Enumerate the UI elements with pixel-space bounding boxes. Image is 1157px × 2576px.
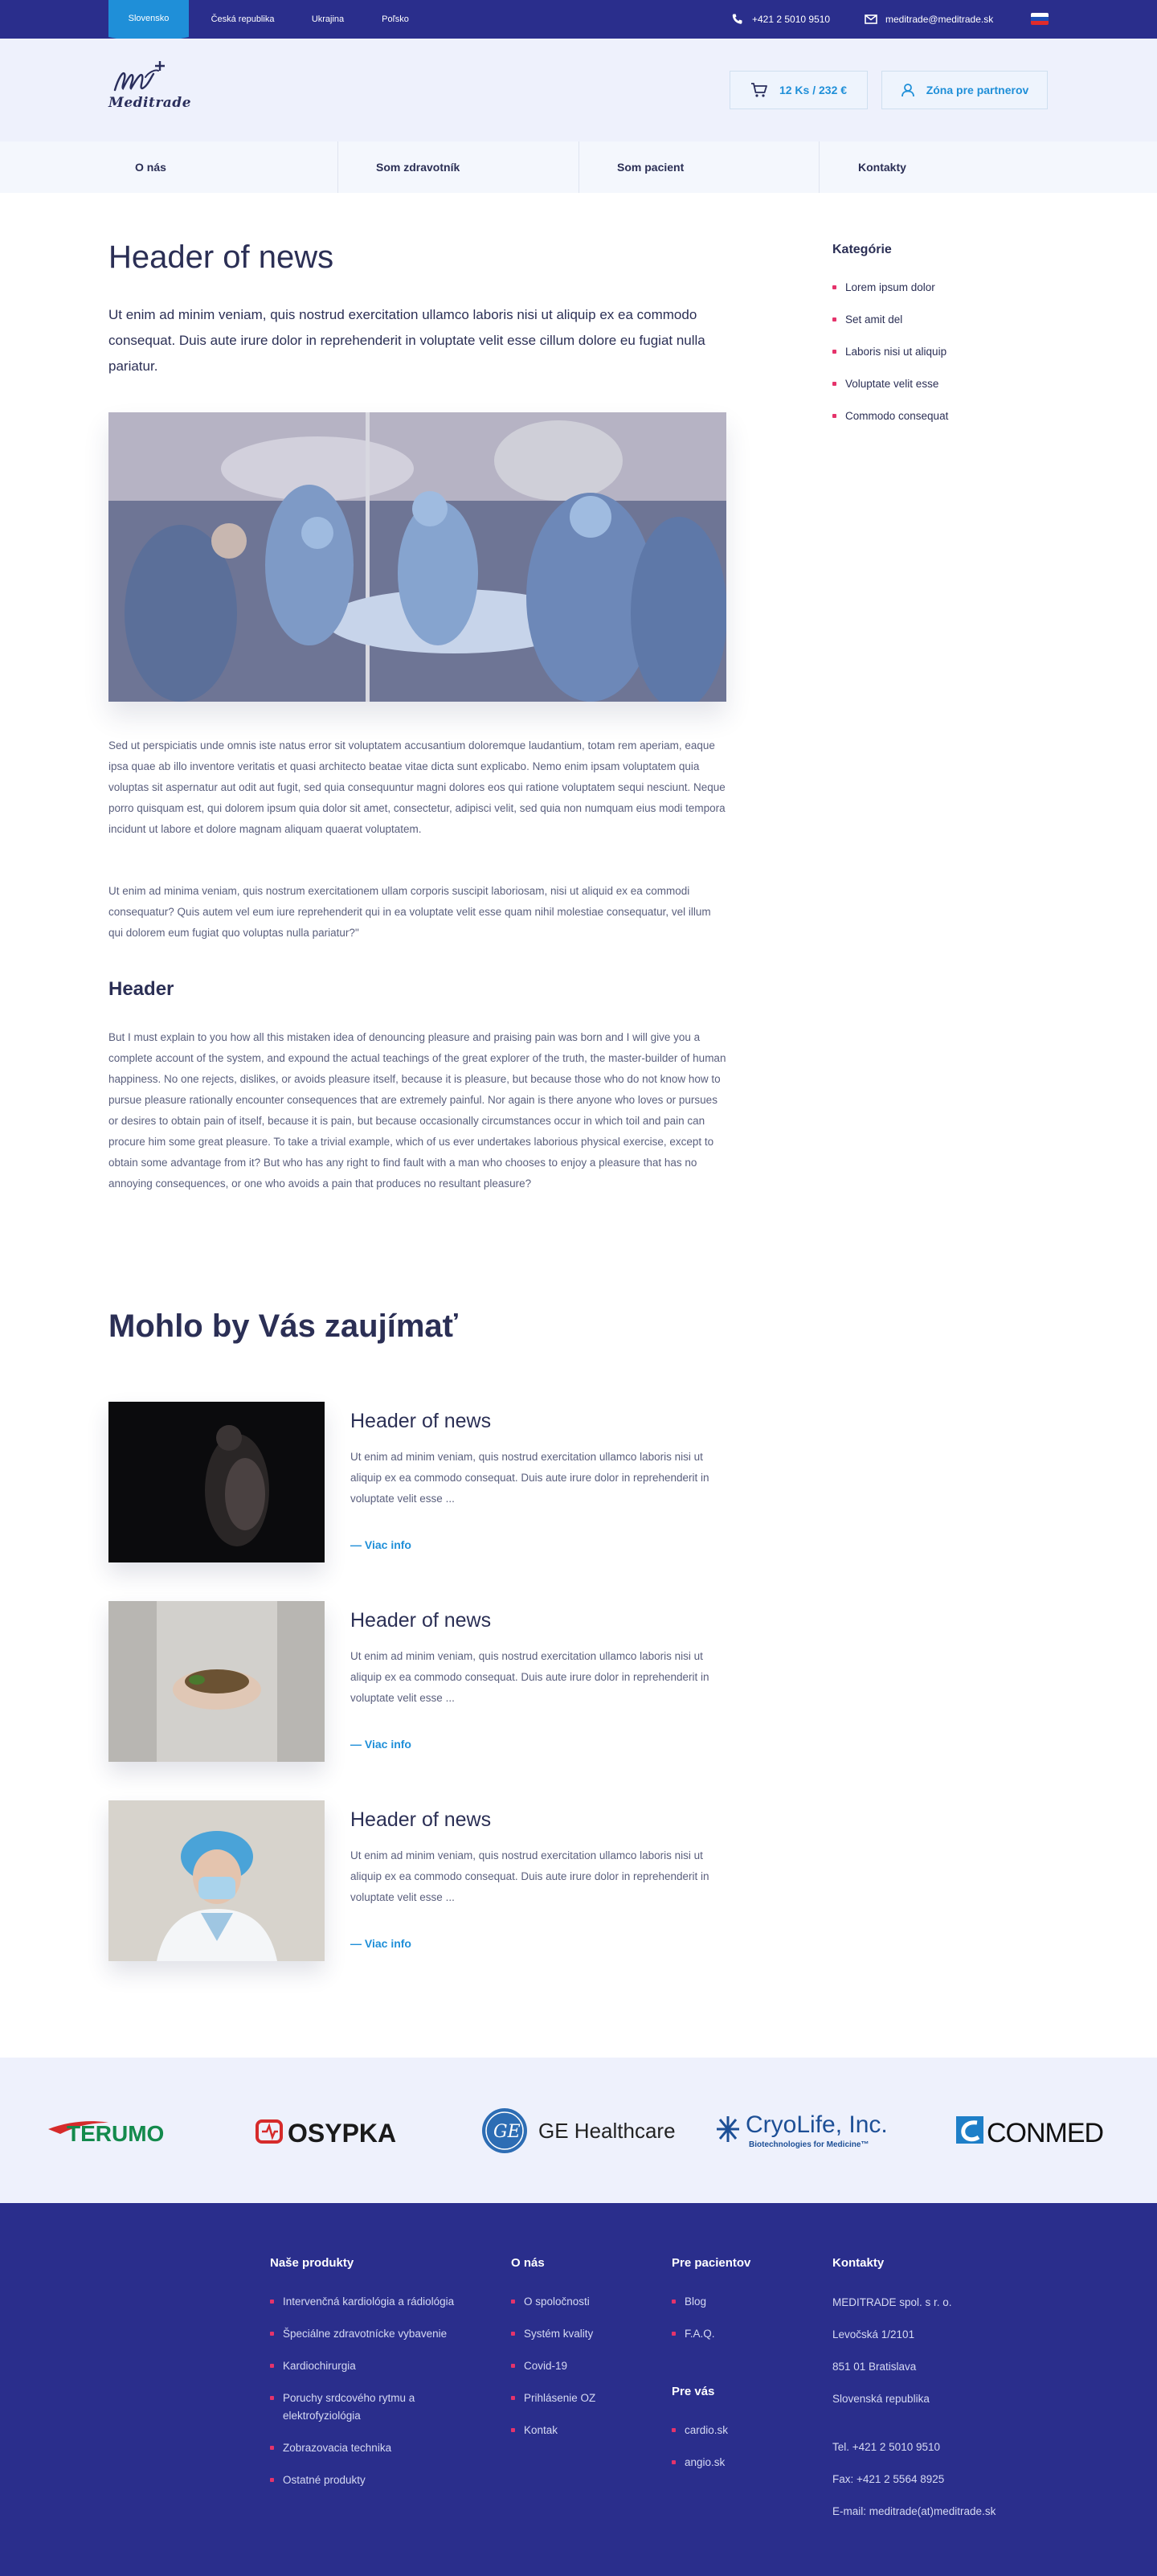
footer-contacts-title: Kontakty [832, 2256, 885, 2270]
conmed-text: CONMED [987, 2117, 1104, 2148]
bullet-icon [270, 2332, 274, 2336]
sidebar-item[interactable] [832, 346, 946, 358]
footer-link-label: angio.sk [685, 2456, 726, 2468]
lang-tab-cesko[interactable]: Česká republika [211, 14, 275, 24]
related-card-text: Ut enim ad minim veniam, quis nostrud exercitation ullamco laboris nisi ut aliquip ex ea commodo consequat. Duis aute irure dolor in reprehenderit in voluptate velit esse ... [350, 1849, 709, 1903]
main-nav [0, 141, 1157, 193]
lang-tab-polsko[interactable]: Poľsko [382, 14, 409, 24]
footer-link[interactable] [672, 2293, 706, 2311]
footer-link-label: Kardiochirurgia [283, 2360, 356, 2372]
bullet-icon [832, 317, 836, 321]
footer-link-label: Kontak [524, 2424, 558, 2436]
sidebar-item-label: Set amit del [845, 313, 903, 326]
footer-link-label: cardio.sk [685, 2424, 729, 2436]
footer-link-label: Covid-19 [524, 2360, 568, 2372]
cryolife-tagline: Biotechnologies for Medicine™ [749, 2140, 869, 2149]
user-icon [901, 83, 915, 97]
sidebar-item[interactable] [832, 378, 938, 390]
osypka-text: OSYPKA [288, 2118, 397, 2147]
top-phone[interactable] [731, 0, 830, 39]
logo-mark-icon [108, 59, 197, 95]
top-phone-text: +421 2 5010 9510 [752, 14, 831, 25]
related-card-image[interactable] [108, 1601, 325, 1762]
bullet-icon [672, 2300, 676, 2304]
bullet-icon [511, 2396, 515, 2400]
related-card-title[interactable]: Header of news [350, 1808, 492, 1831]
footer-link[interactable] [672, 2454, 725, 2472]
footer-email[interactable]: E-mail: meditrade(at)meditrade.sk [832, 2505, 996, 2517]
cryolife-text: CryoLife, Inc. [746, 2111, 888, 2138]
footer-link-label: Ostatné produkty [283, 2474, 366, 2486]
footer-link[interactable] [270, 2390, 455, 2425]
footer-link-label: O spoločnosti [524, 2295, 590, 2308]
partner-logo-terumo[interactable] [44, 2058, 205, 2203]
footer-link-label: Poruchy srdcového rytmu a elektrofyziológia [283, 2392, 415, 2422]
lang-tab-ukrajina[interactable]: Ukrajina [311, 14, 345, 24]
mail-icon [865, 14, 877, 24]
article-lead: Ut enim ad minim veniam, quis nostrud exercitation ullamco laboris nisi ut aliquip ex ea commodo consequat. Duis aute irure dolor in reprehenderit in voluptate velit esse cillum dolore eu fugiat nulla pariatur. [108, 307, 705, 374]
related-card-image[interactable] [108, 1402, 325, 1562]
nav-divider [819, 141, 820, 193]
bullet-icon [511, 2332, 515, 2336]
related-card-link[interactable]: — Viac info [350, 1937, 411, 1950]
footer-city: 851 01 Bratislava [832, 2361, 917, 2373]
sidebar-item-label: Laboris nisi ut aliquip [845, 346, 947, 358]
svg-text:GE: GE [493, 2121, 521, 2142]
bullet-icon [511, 2364, 515, 2368]
sidebar-item-label: Voluptate velit esse [845, 378, 939, 390]
partner-zone-button[interactable] [881, 71, 1048, 109]
bullet-icon [511, 2428, 515, 2432]
sidebar-title: Kategórie [832, 243, 892, 256]
partner-logo-cryolife[interactable] [713, 2058, 890, 2203]
footer-street: Levočská 1/2101 [832, 2328, 915, 2341]
sidebar-item[interactable] [832, 410, 948, 422]
footer-link-label: F.A.Q. [685, 2328, 715, 2340]
article-paragraph-2: Ut enim ad minima veniam, quis nostrum exercitationem ullam corporis suscipit laboriosam, nisi ut aliquid ex ea commodi consequatur? Quis autem vel eum iure reprehenderit qui in ea voluptate velit esse quam nihil molestiae consequatur, vel illum qui dolorem eum fugiat quo voluptas nulla pariatur?" [108, 885, 711, 939]
meditrade-logo[interactable] [108, 59, 213, 116]
footer-link-label: Intervenčná kardiológia a rádiológia [283, 2295, 455, 2308]
footer-link-label: Prihlásenie OZ [524, 2392, 596, 2404]
cart-icon [750, 82, 768, 98]
lang-tab-slovensko[interactable]: Slovensko [108, 0, 189, 37]
footer-country: Slovenská republika [832, 2393, 930, 2405]
footer-link-label: Zobrazovacia technika [283, 2442, 392, 2454]
bullet-icon [832, 382, 836, 386]
footer-link[interactable] [270, 2472, 495, 2489]
terumo-text: TERUMO [67, 2120, 165, 2146]
bullet-icon [672, 2332, 676, 2336]
nav-item-som-zdravotnik[interactable]: Som zdravotník [376, 161, 460, 174]
footer-link[interactable] [270, 2439, 495, 2457]
ge-healthcare-text: GE Healthcare [538, 2118, 676, 2143]
bullet-icon [270, 2478, 274, 2482]
related-card-title[interactable]: Header of news [350, 1609, 492, 1632]
nav-item-kontakty[interactable]: Kontakty [858, 161, 906, 174]
footer-products-title: Naše produkty [270, 2256, 354, 2270]
footer-link[interactable] [270, 2357, 495, 2375]
bullet-icon [270, 2446, 274, 2450]
sidebar-item-label: Commodo consequat [845, 410, 949, 422]
bullet-icon [270, 2396, 274, 2400]
related-card-link[interactable]: — Viac info [350, 1538, 411, 1551]
related-card-title[interactable]: Header of news [350, 1410, 492, 1432]
footer-link[interactable] [270, 2293, 495, 2311]
article-hero-image [108, 412, 726, 702]
article-title: Header of news [108, 240, 334, 275]
article-subheader: Header [108, 978, 174, 1000]
partner-logo-osypka[interactable] [256, 2058, 416, 2203]
related-card-text: Ut enim ad minim veniam, quis nostrud exercitation ullamco laboris nisi ut aliquip ex ea commodo consequat. Duis aute irure dolor in reprehenderit in voluptate velit esse ... [350, 1650, 709, 1704]
footer-company-name: MEDITRADE spol. s r. o. [832, 2296, 952, 2308]
related-card-text: Ut enim ad minim veniam, quis nostrud exercitation ullamco laboris nisi ut aliquip ex ea commodo consequat. Duis aute irure dolor in reprehenderit in voluptate velit esse ... [350, 1451, 709, 1505]
nav-divider [337, 141, 338, 193]
top-email-text: meditrade@meditrade.sk [885, 14, 994, 25]
bullet-icon [511, 2300, 515, 2304]
cart-button[interactable] [730, 71, 868, 109]
related-card-image[interactable] [108, 1800, 325, 1961]
slovak-flag-icon[interactable] [1031, 13, 1049, 25]
footer-link[interactable] [672, 2422, 728, 2439]
bullet-icon [832, 285, 836, 289]
article-paragraph-3: But I must explain to you how all this mistaken idea of denouncing pleasure and praising pain was born and I will give you a complete account of the system, and expound the actual teachings of the great explorer of the truth, the master-builder of human happiness. No one rejects, dislikes, or avoids pleasure itself, because it is pleasure, but because those who do not know how to pursue pleasure rationally encounter consequences that are extremely painful. Nor again is there anyone who loves or pursues or desires to obtain pain of itself, because it is pain, but because occasionally circumstances occur in which toil and pain can procure him some great pleasure. To take a trivial example, which of us ever undertakes laborious physical exercise, except to obtain some advantage from it? But who has any right to find fault with a man who chooses to enjoy a pleasure that has no annoying consequences, or one who avoids a pain that produces no resultant pleasure? [108, 1031, 726, 1190]
footer-phone[interactable]: Tel. +421 2 5010 9510 [832, 2441, 940, 2453]
footer-patients-title: Pre pacientov [672, 2256, 751, 2270]
footer-link[interactable] [672, 2325, 715, 2343]
footer-link-label: Blog [685, 2295, 707, 2308]
cart-label: 12 Ks / 232 € [779, 84, 848, 96]
bullet-icon [672, 2428, 676, 2432]
sidebar-item-label: Lorem ipsum dolor [845, 281, 935, 293]
bullet-icon [832, 414, 836, 418]
top-email[interactable] [865, 0, 993, 39]
partner-logo-ge-healthcare[interactable] [480, 2058, 681, 2203]
partner-zone-label: Zóna pre partnerov [926, 84, 1029, 96]
nav-item-som-pacient[interactable]: Som pacient [617, 161, 685, 174]
footer-link-label: Špeciálne zdravotnícke vybavenie [283, 2328, 448, 2340]
partners-strip [0, 2058, 1157, 2203]
footer-link[interactable] [511, 2357, 567, 2375]
footer-for-you-title: Pre vás [672, 2385, 715, 2398]
logo-text: Meditrade [108, 95, 192, 111]
related-card-link[interactable]: — Viac info [350, 1738, 411, 1751]
footer-link[interactable] [511, 2293, 590, 2311]
footer-link-label: Systém kvality [524, 2328, 594, 2340]
footer-about-title: O nás [511, 2256, 545, 2270]
footer-link[interactable] [511, 2422, 558, 2439]
sidebar-item[interactable] [832, 281, 935, 293]
phone-icon [731, 13, 744, 26]
partner-logo-conmed[interactable] [955, 2058, 1115, 2203]
footer-link[interactable] [511, 2390, 595, 2407]
bullet-icon [832, 350, 836, 354]
related-title: Mohlo by Vás zaujímať [108, 1308, 458, 1344]
nav-item-o-nas[interactable]: O nás [135, 161, 166, 174]
footer-fax: Fax: +421 2 5564 8925 [832, 2473, 945, 2485]
footer-link[interactable] [511, 2325, 593, 2343]
top-bar [0, 0, 1157, 39]
article-paragraph-1: Sed ut perspiciatis unde omnis iste natus error sit voluptatem accusantium doloremque laudantium, totam rem aperiam, eaque ipsa quae ab illo inventore veritatis et quasi architecto beatae vitae dicta sunt explicabo. Nemo enim ipsam voluptatem quia voluptas sit aspernatur aut odit aut fugit, sed quia consequuntur magni dolores eos qui ratione voluptatem sequi nesciunt. Neque porro quisquam est, qui dolorem ipsum quia dolor sit amet, consectetur, adipisci velit, sed quia non numquam eius modi tempora incidunt ut labore et dolore magnam aliquam quaerat voluptatem. [108, 739, 726, 835]
bullet-icon [672, 2460, 676, 2464]
nav-divider [578, 141, 579, 193]
bullet-icon [270, 2300, 274, 2304]
sidebar-item[interactable] [832, 313, 902, 326]
bullet-icon [270, 2364, 274, 2368]
site-footer [0, 2203, 1157, 2576]
footer-link[interactable] [270, 2325, 495, 2343]
